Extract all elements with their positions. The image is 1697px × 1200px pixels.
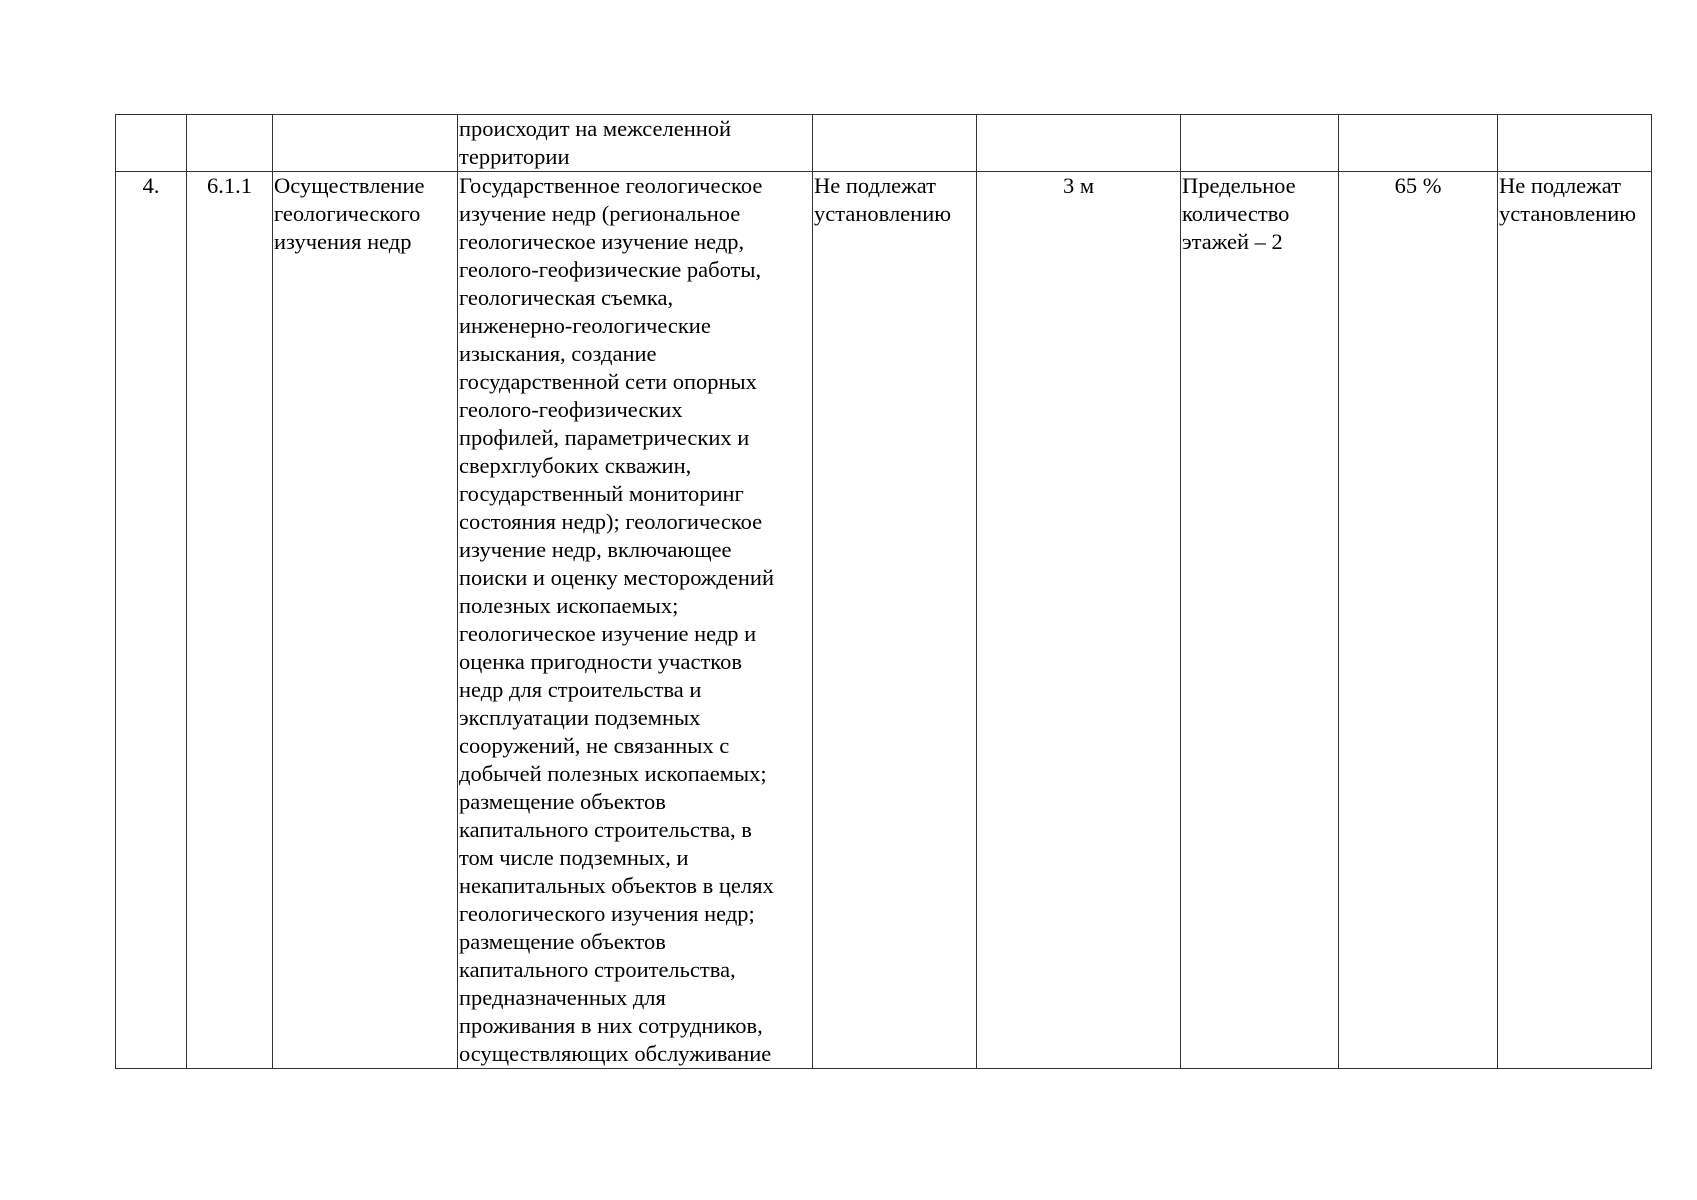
table-row: [116, 115, 1652, 172]
cell-coverage: [1339, 115, 1498, 172]
cell-description: происходит на межселенной территории: [458, 115, 813, 172]
regulations-table: [115, 114, 1652, 1069]
cell-number: 4.: [116, 172, 187, 1069]
cell-name: [273, 115, 458, 172]
cell-description: Государственное геологическое изучение недр (региональное геологическое изучение недр, геолого-геофизические работы, геологическая съемка, инженерно-геологические изыскания, создание государственной сети опорных геолого-геофизических профилей, параметрических и сверхглубоких скважин, государственный мониторинг состояния недр); геологическое изучение недр, включающее поиски и оценку месторождений полезных ископаемых; геологическое изучение недр и оценка пригодности участков недр для строительства и эксплуатации подземных сооружений, не связанных с добычей полезных ископаемых; размещение объектов капитального строительства, в том числе подземных, и некапитальных объектов в целях геологического изучения недр; размещение объектов капитального строительства, предназначенных для проживания в них сотрудников, осуществляющих обслуживание: [458, 172, 813, 1069]
cell-min-size: [813, 115, 977, 172]
cell-coverage: 65 %: [1339, 172, 1498, 1069]
cell-floors: [1181, 115, 1339, 172]
cell-other: Не подлежат установлению: [1498, 172, 1652, 1069]
cell-name: Осуществление геологического изучения недр: [273, 172, 458, 1069]
cell-number: [116, 115, 187, 172]
cell-other: [1498, 115, 1652, 172]
cell-code: [187, 115, 273, 172]
cell-setback: [977, 115, 1181, 172]
cell-setback: 3 м: [977, 172, 1181, 1069]
cell-floors: Предельное количество этажей – 2: [1181, 172, 1339, 1069]
cell-code: 6.1.1: [187, 172, 273, 1069]
cell-min-size: Не подлежат установлению: [813, 172, 977, 1069]
table-row: [116, 172, 1652, 1069]
